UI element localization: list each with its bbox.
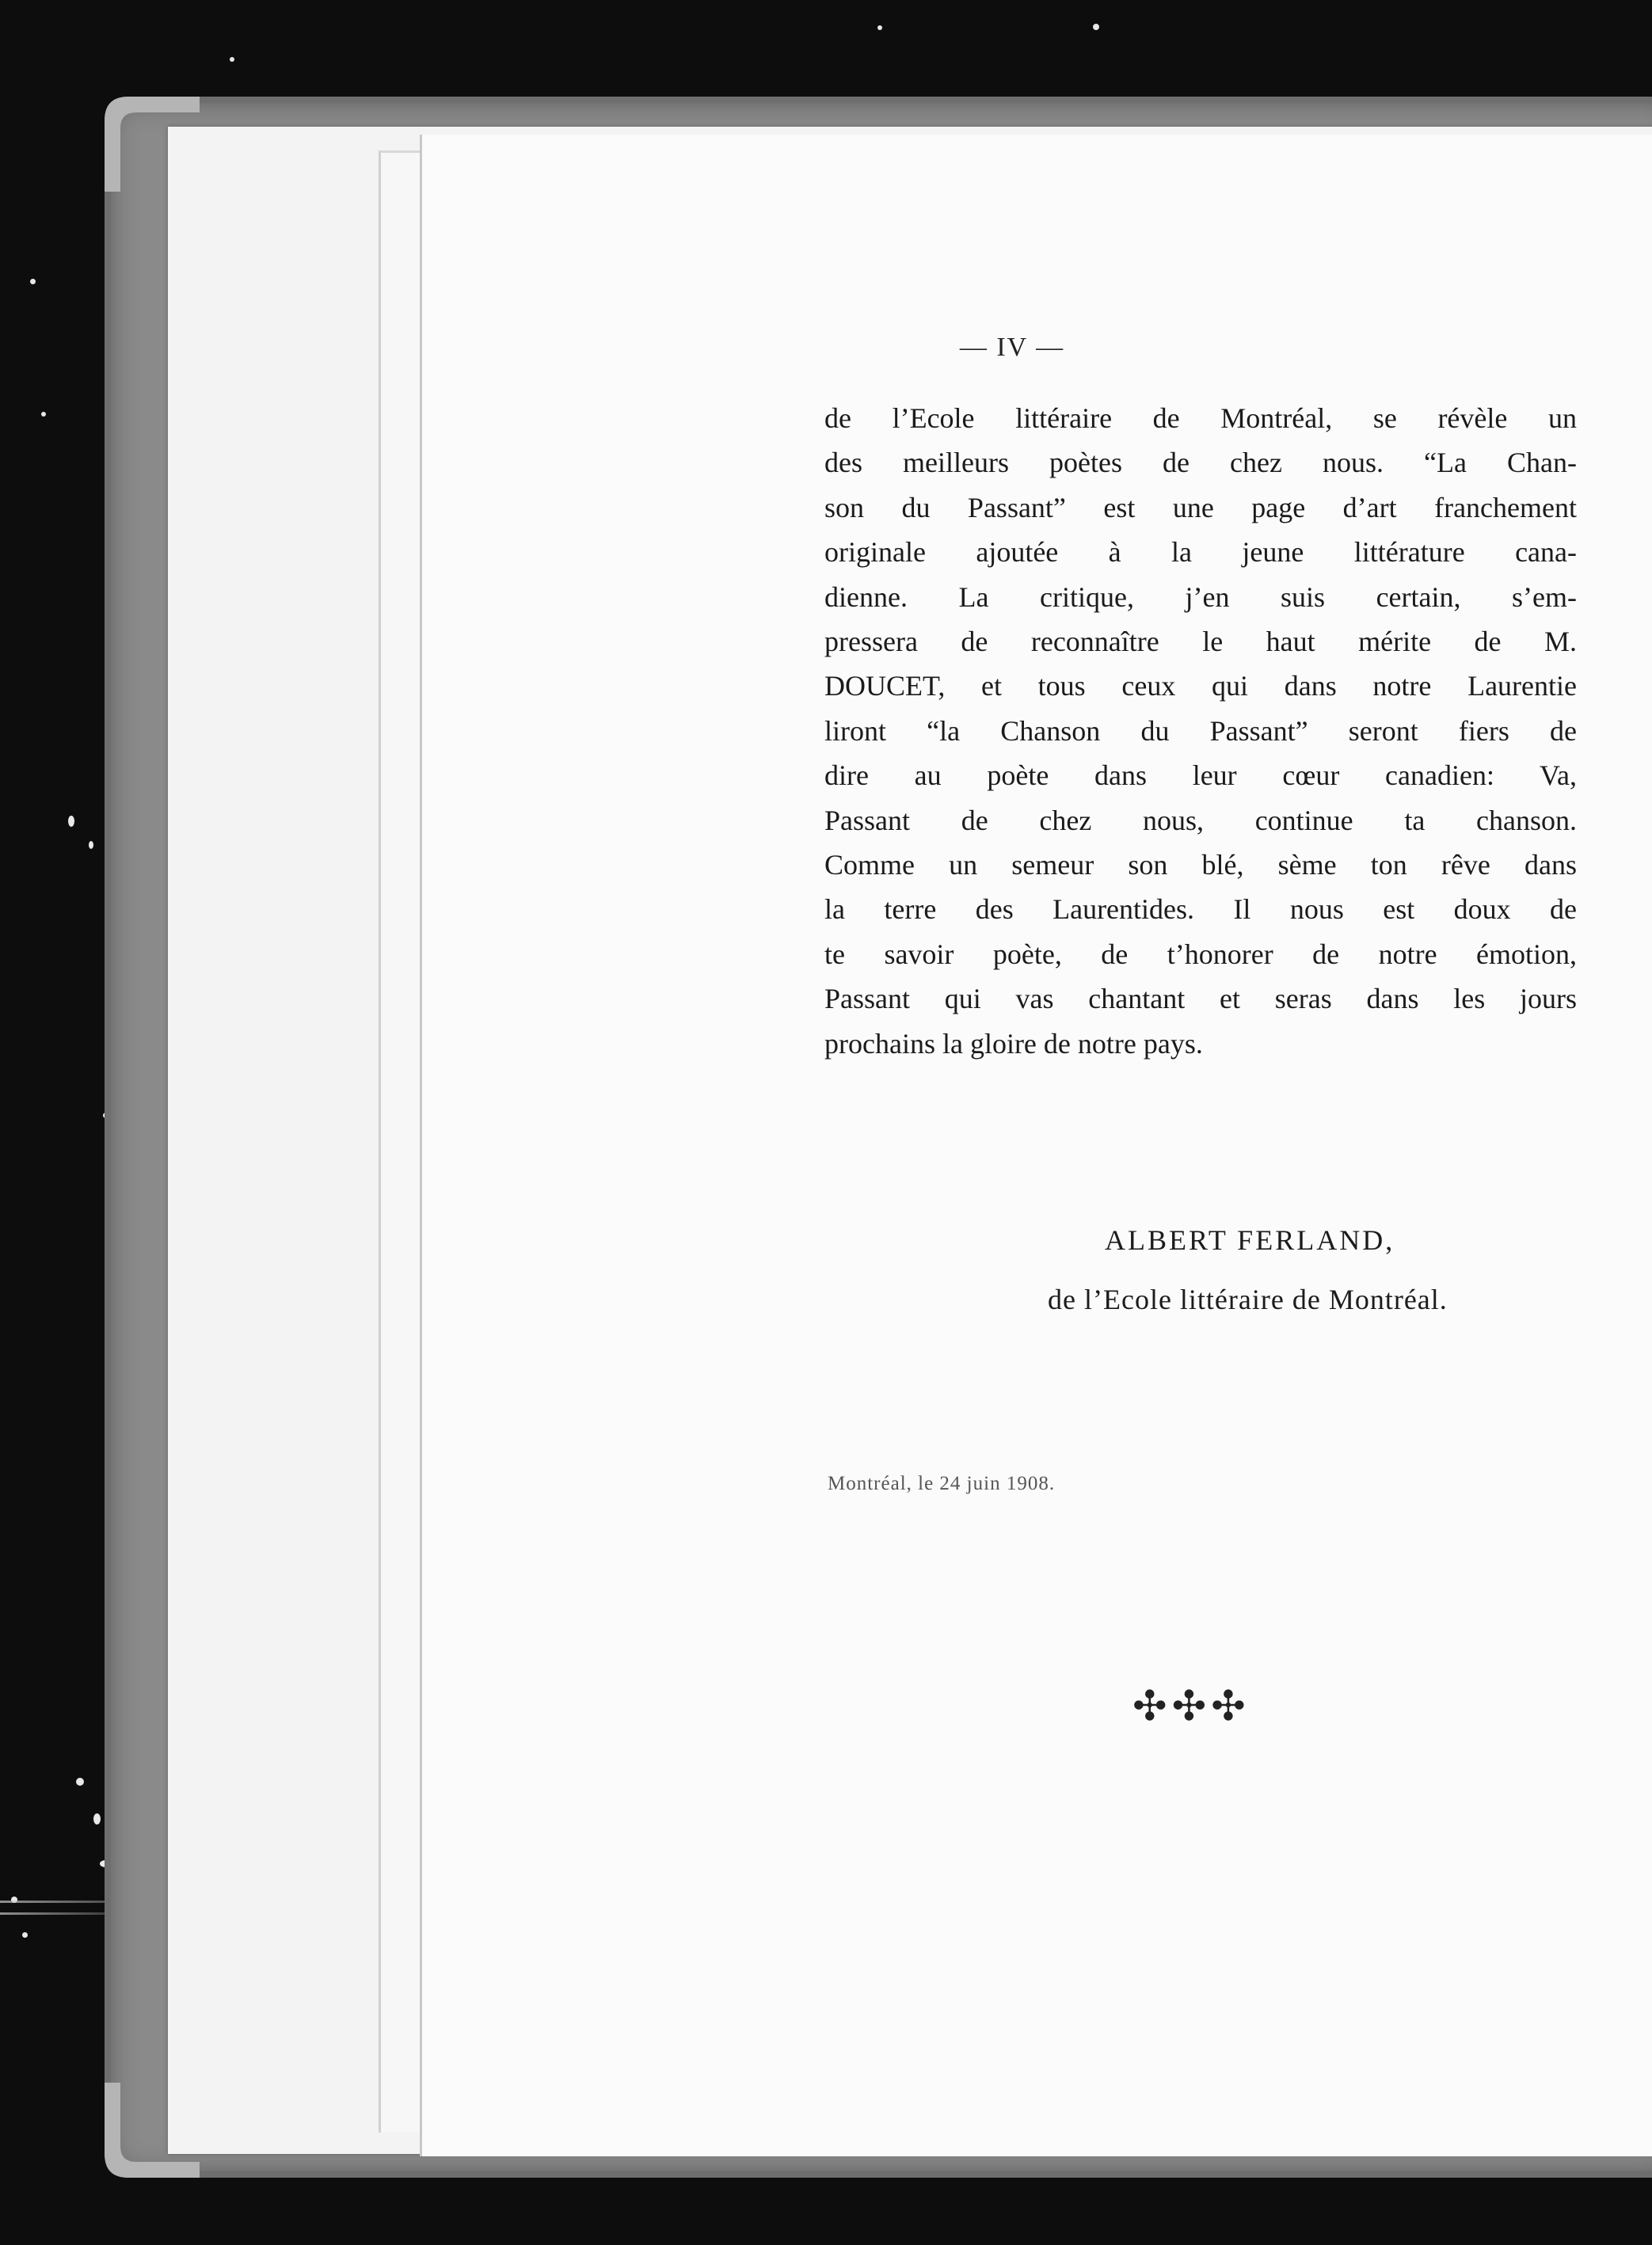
fleur-de-lis-ornament: ✣✣✣ (1132, 1684, 1250, 1729)
page-number: — IV — (959, 333, 1065, 362)
text-line: te savoir poète, de t’honorer de notre émotion, (824, 938, 1577, 970)
text-line: des meilleurs poètes de chez nous. “La Chan- (824, 447, 1577, 479)
dust-speck (22, 1932, 28, 1938)
text-line: Comme un semeur son blé, sème ton rêve dans (824, 849, 1577, 881)
document-page (420, 135, 1652, 2156)
dust-speck (76, 1778, 84, 1786)
text-line: de l’Ecole littéraire de Montréal, se révèle un (824, 402, 1577, 434)
dust-speck (877, 25, 882, 30)
dateline: Montréal, le 24 juin 1908. (828, 1473, 1056, 1494)
text-line: originale ajoutée à la jeune littérature cana- (824, 536, 1577, 569)
text-line: liront “la Chanson du Passant” seront fiers de (824, 714, 1577, 747)
dust-speck (30, 279, 36, 284)
dust-speck (230, 57, 234, 62)
text-line: la terre des Laurentides. Il nous est doux de (824, 893, 1577, 926)
dust-speck (93, 1813, 101, 1825)
body-paragraph (824, 396, 1577, 1066)
dust-speck (1093, 24, 1099, 30)
signature-affiliation: de l’Ecole littéraire de Montréal. (1048, 1284, 1448, 1315)
text-line: son du Passant” est une page d’art franchement (824, 491, 1577, 523)
dust-speck (68, 816, 74, 827)
text-line: DOUCET, et tous ceux qui dans notre Laurentie (824, 670, 1577, 702)
text-line: dire au poète dans leur cœur canadien: Va, (824, 759, 1577, 792)
dust-speck (89, 841, 93, 849)
text-line: Passant de chez nous, continue ta chanson. (824, 804, 1577, 836)
text-line: Passant qui vas chantant et seras dans les jours (824, 983, 1577, 1015)
text-line: prochains la gloire de notre pays. (824, 1027, 1203, 1060)
dust-speck (41, 412, 46, 417)
text-line: pressera de reconnaître le haut mérite de M. (824, 626, 1577, 658)
text-line: dienne. La critique, j’en suis certain, s’em- (824, 580, 1577, 613)
signature-name: ALBERT FERLAND, (1105, 1224, 1395, 1256)
